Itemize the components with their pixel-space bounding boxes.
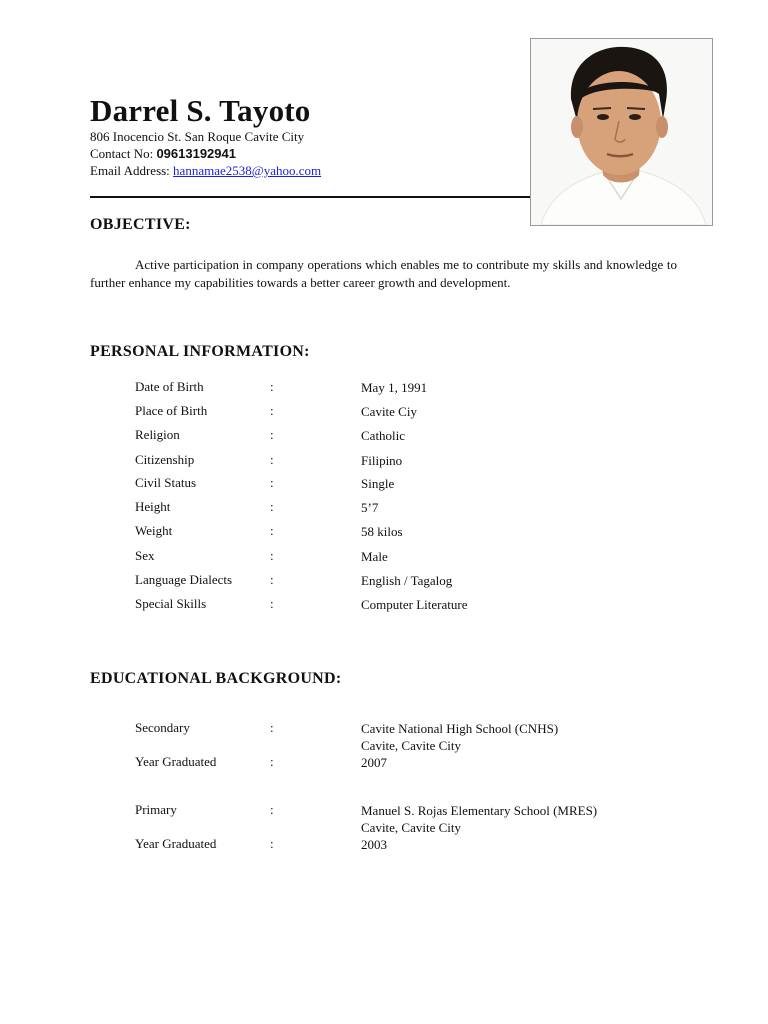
personal-info-heading: PERSONAL INFORMATION: — [90, 343, 310, 360]
email-link[interactable]: hannamae2538@yahoo.com — [173, 163, 322, 178]
education-school — [361, 802, 597, 836]
info-value: English / Tagalog — [361, 573, 453, 588]
personal-info-row — [0, 452, 768, 472]
education-year-row — [0, 754, 768, 774]
info-separator: : — [270, 452, 274, 467]
education-heading: EDUCATIONAL BACKGROUND: — [90, 670, 342, 687]
info-value: Single — [361, 476, 395, 491]
education-year-row — [0, 836, 768, 856]
school-name: Cavite National High School (CNHS) — [361, 721, 559, 736]
info-label: Special Skills — [135, 596, 207, 611]
info-value: 5’7 — [361, 500, 379, 515]
contact-label: Contact No: — [90, 146, 157, 161]
info-value: Cavite Ciy — [361, 404, 417, 419]
education-level-label: Primary — [135, 802, 177, 817]
info-label: Weight — [135, 523, 173, 538]
header-divider — [90, 196, 530, 198]
info-separator: : — [270, 548, 274, 563]
email-line — [90, 162, 321, 179]
year-value: 2007 — [361, 755, 387, 770]
info-label: Date of Birth — [135, 379, 204, 394]
info-value: 58 kilos — [361, 524, 403, 539]
objective-heading: OBJECTIVE: — [90, 216, 191, 233]
education-school-row — [0, 720, 768, 756]
info-label: Citizenship — [135, 452, 195, 467]
education-school-row — [0, 802, 768, 838]
contact-number: 09613192941 — [156, 146, 236, 161]
year-label: Year Graduated — [135, 754, 217, 769]
info-label: Height — [135, 499, 171, 514]
info-separator: : — [270, 403, 274, 418]
info-separator: : — [270, 427, 274, 442]
info-separator: : — [270, 596, 274, 611]
info-separator: : — [270, 572, 274, 587]
info-value: Male — [361, 549, 388, 564]
school-location: Cavite, Cavite City — [361, 738, 462, 753]
personal-info-row — [0, 596, 768, 616]
info-separator: : — [270, 754, 274, 769]
personal-info-row — [0, 379, 768, 399]
info-separator: : — [270, 475, 274, 490]
info-label: Place of Birth — [135, 403, 208, 418]
person-photo-icon — [531, 39, 712, 225]
personal-info-row — [0, 548, 768, 568]
email-label: Email Address: — [90, 163, 174, 178]
info-separator: : — [270, 836, 274, 851]
education-school — [361, 720, 558, 754]
info-separator: : — [270, 499, 274, 514]
personal-info-row — [0, 403, 768, 423]
info-label: Language Dialects — [135, 572, 233, 587]
personal-info-row — [0, 499, 768, 519]
info-label: Civil Status — [135, 475, 197, 490]
school-name: Manuel S. Rojas Elementary School (MRES) — [361, 803, 598, 818]
info-value: Computer Literature — [361, 597, 468, 612]
address-line: 806 Inocencio St. San Roque Cavite City — [90, 129, 305, 144]
personal-info-row — [0, 523, 768, 543]
info-value: May 1, 1991 — [361, 380, 428, 395]
info-value: Filipino — [361, 453, 403, 468]
info-separator: : — [270, 379, 274, 394]
personal-info-row — [0, 427, 768, 447]
info-separator: : — [270, 802, 274, 817]
info-label: Religion — [135, 427, 180, 442]
year-label: Year Graduated — [135, 836, 217, 851]
personal-info-row — [0, 475, 768, 495]
info-label: Sex — [135, 548, 155, 563]
profile-photo — [530, 38, 713, 226]
applicant-name: Darrel S. Tayoto — [90, 93, 311, 128]
year-value: 2003 — [361, 837, 387, 852]
personal-info-row — [0, 572, 768, 592]
education-level-label: Secondary — [135, 720, 190, 735]
objective-text: Active participation in company operations which enables me to contribute my skills and knowledge to further enhance my capabilities towards a better career growth and development. — [90, 257, 677, 290]
school-location: Cavite, Cavite City — [361, 820, 462, 835]
info-value: Catholic — [361, 428, 406, 443]
contact-line — [90, 145, 236, 162]
info-separator: : — [270, 523, 274, 538]
info-separator: : — [270, 720, 274, 735]
